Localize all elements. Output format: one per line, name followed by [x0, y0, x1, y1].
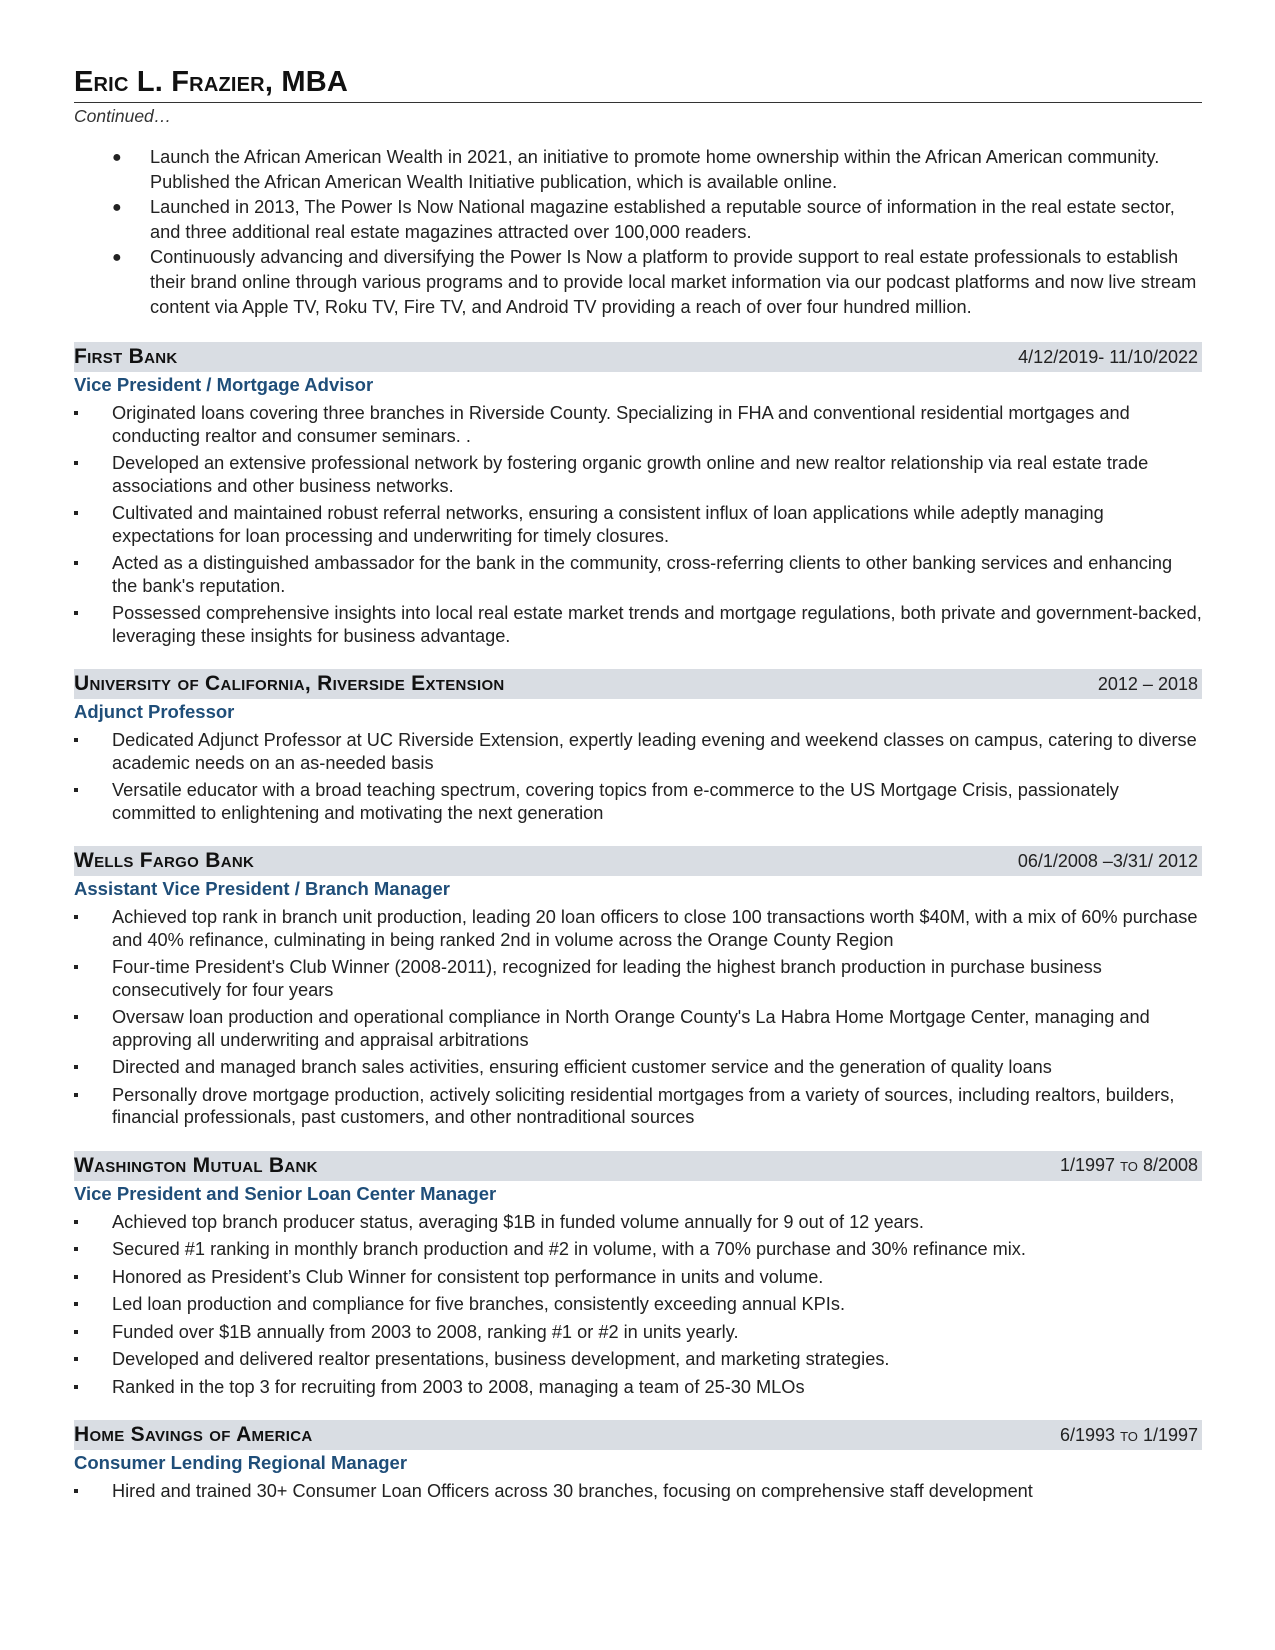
- square-bullet-icon: [74, 1275, 78, 1279]
- candidate-name: Eric L. Frazier, MBA: [74, 66, 348, 98]
- job-title: Adjunct Professor: [74, 701, 235, 722]
- list-item: Cultivated and maintained robust referral networks, ensuring a consistent influx of loan applications while adeptly managing expectations for loan processing and underwriting for timely closures.: [74, 502, 1202, 547]
- section-bar: [74, 1420, 1202, 1450]
- list-item: Achieved top rank in branch unit production, leading 20 loan officers to close 100 transactions worth $40M, with a mix of 60% purchase and 40% refinance, culminating in being ranked 2nd in volume across the Orange County Region: [74, 906, 1202, 951]
- square-bullet-icon: [74, 1065, 78, 1069]
- list-item: Possessed comprehensive insights into local real estate market trends and mortgage regulations, both private and government-backed, leveraging these insights for business advantage.: [74, 602, 1202, 647]
- bullet-list: [74, 729, 1202, 824]
- company-name: Washington Mutual Bank: [74, 1153, 318, 1177]
- square-bullet-icon: [74, 1015, 78, 1019]
- square-bullet-icon: [74, 738, 78, 742]
- list-item: Hired and trained 30+ Consumer Loan Officers across 30 branches, focusing on comprehensive staff development: [74, 1480, 1202, 1503]
- square-bullet-icon: [74, 788, 78, 792]
- name-header: [74, 62, 1202, 103]
- square-bullet-icon: [74, 511, 78, 515]
- list-item: Secured #1 ranking in monthly branch production and #2 in volume, with a 70% purchase and 30% refinance mix.: [74, 1238, 1202, 1261]
- list-item: ● Launch the African American Wealth in 2021, an initiative to promote home ownership within the African American community. Published the African American Wealth Initiative publication, which is available online.: [112, 147, 1160, 192]
- bullet-dot-icon: ●: [112, 199, 122, 216]
- bullet-list: [74, 402, 1202, 647]
- square-bullet-icon: [74, 1302, 78, 1306]
- list-item: Funded over $1B annually from 2003 to 2008, ranking #1 or #2 in units yearly.: [74, 1321, 1202, 1344]
- list-item: ● Continuously advancing and diversifying the Power Is Now a platform to provide support to real estate professionals to establish their brand online through various programs and to provide local market information via our podcast platforms and now live stream content via Apple TV, Roku TV, Fire TV, and Android TV providing a reach of over four hundred million.: [112, 247, 1197, 317]
- square-bullet-icon: [74, 1330, 78, 1334]
- list-item: Honored as President’s Club Winner for consistent top performance in units and volume.: [74, 1266, 1202, 1289]
- bullet-dot-icon: ●: [112, 149, 122, 166]
- list-item: Achieved top branch producer status, averaging $1B in funded volume annually for 9 out of 12 years.: [74, 1211, 1202, 1234]
- bullet-dot-icon: ●: [112, 249, 122, 266]
- square-bullet-icon: [74, 1093, 78, 1097]
- list-item: Ranked in the top 3 for recruiting from 2003 to 2008, managing a team of 25-30 MLOs: [74, 1376, 1202, 1399]
- job-washington-mutual-bank: [74, 1151, 1202, 1399]
- square-bullet-icon: [74, 1357, 78, 1361]
- bullet-list: [74, 1480, 1202, 1503]
- company-name: Home Savings of America: [74, 1423, 313, 1446]
- list-item: Dedicated Adjunct Professor at UC Riverside Extension, expertly leading evening and weekend classes on campus, catering to diverse academic needs on an as-needed basis: [74, 729, 1202, 774]
- square-bullet-icon: [74, 561, 78, 565]
- list-item: Developed an extensive professional network by fostering organic growth online and new realtor relationship via real estate trade associations and other business networks.: [74, 452, 1202, 497]
- list-item: Led loan production and compliance for five branches, consistently exceeding annual KPIs.: [74, 1293, 1202, 1316]
- list-item: Personally drove mortgage production, actively soliciting residential mortgages from a variety of sources, including realtors, builders, financial professionals, past customers, and other nontraditional sources: [74, 1084, 1202, 1129]
- square-bullet-icon: [74, 915, 78, 919]
- job-wells-fargo-bank: [74, 846, 1202, 1129]
- continued-label: Continued…: [74, 106, 172, 126]
- job-uc-riverside-extension: [74, 669, 1202, 824]
- square-bullet-icon: [74, 1220, 78, 1224]
- bullet-list: [74, 906, 1202, 1129]
- square-bullet-icon: [74, 1385, 78, 1389]
- section-bar: [74, 846, 1202, 876]
- intro-bullet-list: [74, 145, 1202, 320]
- section-bar: [74, 1151, 1202, 1181]
- company-name: Wells Fargo Bank: [74, 849, 255, 872]
- square-bullet-icon: [74, 461, 78, 465]
- list-item: ● Launched in 2013, The Power Is Now National magazine established a reputable source of information in the real estate sector, and three additional real estate magazines attracted over 100,000 readers.: [112, 197, 1175, 242]
- list-item: Developed and delivered realtor presentations, business development, and marketing strategies.: [74, 1348, 1202, 1371]
- employment-dates: 4/12/2019- 11/10/2022: [1018, 346, 1198, 367]
- list-item: Originated loans covering three branches in Riverside County. Specializing in FHA and conventional residential mortgages and conducting realtor and consumer seminars. .: [74, 402, 1202, 447]
- job-title: Consumer Lending Regional Manager: [74, 1452, 408, 1473]
- square-bullet-icon: [74, 411, 78, 415]
- employment-dates: 1/1997 to 8/2008: [1060, 1155, 1198, 1175]
- section-bar: [74, 342, 1202, 372]
- job-title: Vice President and Senior Loan Center Manager: [74, 1182, 497, 1204]
- job-title: Assistant Vice President / Branch Manager: [74, 878, 450, 899]
- job-title: Vice President / Mortgage Advisor: [74, 374, 374, 395]
- list-item: Oversaw loan production and operational compliance in North Orange County's La Habra Home Mortgage Center, managing and approving all underwriting and appraisal arbitrations: [74, 1006, 1202, 1051]
- square-bullet-icon: [74, 1489, 78, 1493]
- list-item: Four-time President's Club Winner (2008-2011), recognized for leading the highest branch production in purchase business consecutively for four years: [74, 956, 1202, 1001]
- square-bullet-icon: [74, 1247, 78, 1251]
- job-home-savings-of-america: [74, 1420, 1202, 1503]
- employment-dates: 2012 – 2018: [1097, 673, 1198, 694]
- employment-dates: 6/1993 to 1/1997: [1060, 1424, 1198, 1445]
- job-first-bank: [74, 342, 1202, 647]
- square-bullet-icon: [74, 965, 78, 969]
- bullet-list: [74, 1211, 1202, 1399]
- section-bar: [74, 669, 1202, 699]
- employment-dates: 06/1/2008 –3/31/ 2012: [1017, 850, 1198, 871]
- list-item: Acted as a distinguished ambassador for the bank in the community, cross-referring clients to other banking services and enhancing the bank's reputation.: [74, 552, 1202, 597]
- company-name: First Bank: [74, 345, 178, 368]
- list-item: Versatile educator with a broad teaching spectrum, covering topics from e-commerce to the US Mortgage Crisis, passionately committed to enlightening and motivating the next generation: [74, 779, 1202, 824]
- list-item: Directed and managed branch sales activities, ensuring efficient customer service and the generation of quality loans: [74, 1056, 1202, 1079]
- resume-page: [74, 62, 1202, 1508]
- company-name: University of California, Riverside Extension: [74, 672, 505, 695]
- square-bullet-icon: [74, 611, 78, 615]
